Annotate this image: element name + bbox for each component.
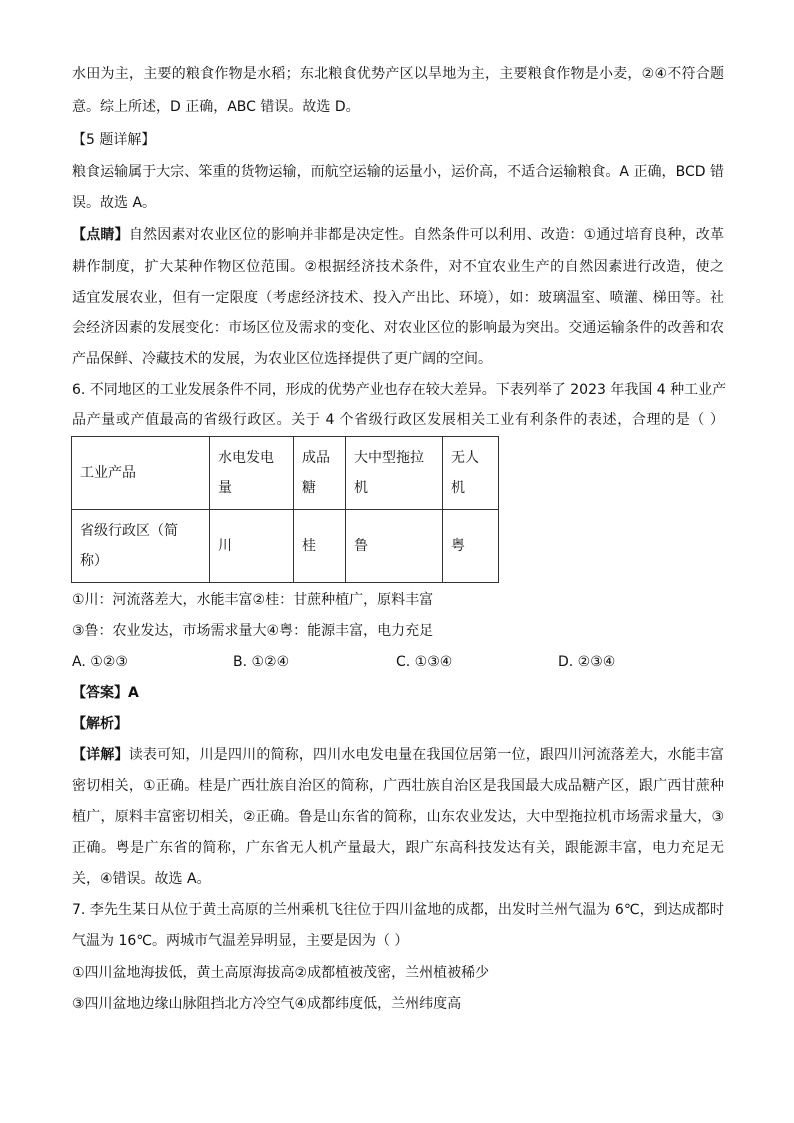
q6-detail-line-3: 植广，原料丰富密切相关，②正确。鲁是山东省的简称，山东农业发达，大中型拖拉机市场需求量大，③ [72,809,724,825]
table-row [72,437,499,510]
q7-stem-line-1: 7. 李先生某日从位于黄土高原的兰州乘机飞往位于四川盆地的成都，出发时兰州气温为 6℃，到达成都时 [72,902,724,918]
dianjing-line-4: 会经济因素的发展变化：市场区位及需求的变化、对农业区位的影响最为突出。交通运输条件的改善和农 [72,320,724,336]
q6-answer: 【答案】A [72,685,139,701]
dianjing-line-2: 耕作制度，扩大某种作物区位范围。②根据经济技术条件，对不宜农业生产的自然因素进行改造，使之 [72,259,724,275]
q6-option-c: C. ①③④ [396,654,453,670]
dianjing-line-1-text: 自然因素对农业区位的影响并非都是决定性。自然条件可以利用、改造：①通过培育良种，改革 [128,227,724,243]
dianjing-line-5: 产品保鲜、冷藏技术的发展，为农业区位选择提供了更广阔的空间。 [72,351,492,367]
table-row [72,510,499,583]
q5-header: 【5 题详解】 [72,132,156,148]
dianjing-line-1 [72,225,724,245]
q6-option-d: D. ②③④ [558,654,616,670]
q6-detail-line-1-text: 读表可知，川是四川的简称，四川水电发电量在我国位居第一位，跟四川河流落差大，水能丰富 [128,747,725,763]
table-cell-lu: 鲁 [346,510,443,583]
q6-detail-tag: 【详解】 [72,747,129,763]
q6-statements-line-2: ③鲁：农业发达，市场需求量大④粤：能源丰富，电力充足 [72,623,434,639]
table-col-drone: 无人 机 [443,437,499,510]
industry-product-table [71,436,499,583]
dianjing-line-3: 适宜发展农业，但有一定限度（考虑经济技术、投入产出比、环境），如：玻璃温室、喷灌、梯田等。社 [72,290,724,306]
table-cell-gui: 桂 [294,510,346,583]
q6-detail-line-1 [72,745,724,765]
table-row-label: 省级行政区（简 称） [72,510,210,583]
q6-detail-line-5: 关，④错误。故选 A。 [72,871,211,887]
q6-statements-line-1: ①川：河流落差大，水能丰富②桂：甘蔗种植广，原料丰富 [72,592,434,608]
table-col-tractor: 大中型拖拉 机 [346,437,443,510]
q7-stem-line-2: 气温为 16℃。两城市气温差异明显，主要是因为（ ） [72,933,409,949]
prev-explanation-line-1: 水田为主，主要的粮食作物是水稻；东北粮食优势产区以旱地为主，主要粮食作物是小麦，②④不符合题 [72,66,724,82]
q6-detail-line-2: 密切相关，①正确。桂是广西壮族自治区的简称，广西壮族自治区是我国最大成品糖产区，跟广西甘蔗种 [72,778,724,794]
table-col-hydropower: 水电发电 量 [210,437,294,510]
q6-detail-line-4: 正确。粤是广东省的简称，广东省无人机产量最大，跟广东高科技发达有关，跟能源丰富，电力充足无 [72,840,724,856]
dianjing-tag: 【点睛】 [72,227,129,243]
table-col-sugar: 成品 糖 [294,437,346,510]
q7-statements-line-2: ③四川盆地边缘山脉阻挡北方冷空气④成都纬度低，兰州纬度高 [72,996,462,1012]
q6-option-b: B. ①②④ [233,654,290,670]
table-cell-chuan: 川 [210,510,294,583]
table-cell-yue: 粤 [443,510,499,583]
q7-statements-line-1: ①四川盆地海拔低，黄土高原海拔高②成都植被茂密，兰州植被稀少 [72,965,490,981]
q6-option-a: A. ①②③ [72,654,128,670]
q6-stem-line-2: 品产量或产值最高的省级行政区。关于 4 个省级行政区发展相关工业有利条件的表述，合理的是（ ） [72,412,724,428]
q6-stem-line-1: 6. 不同地区的工业发展条件不同，形成的优势产业也存在较大差异。下表列举了 2023 年我国 4 种工业产 [72,382,727,398]
q5-explanation-line-2: 误。故选 A。 [72,195,157,211]
q6-analysis-header: 【解析】 [72,716,128,732]
prev-explanation-line-2: 意。综上所述，D 正确，ABC 错误。故选 D。 [72,99,360,115]
table-header-label: 工业产品 [72,437,210,510]
q5-explanation-line-1: 粮食运输属于大宗、笨重的货物运输，而航空运输的运量小，运价高，不适合运输粮食。A 正确，BCD 错 [72,164,724,180]
